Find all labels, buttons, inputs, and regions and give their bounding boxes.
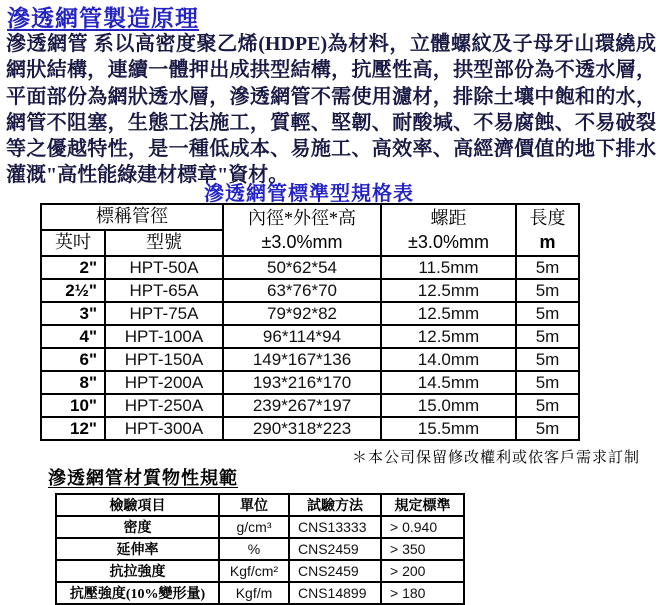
cell-model: HPT-50A xyxy=(105,256,223,279)
cell-unit: Kgf/m xyxy=(219,582,289,604)
cell-inch: 3" xyxy=(41,302,105,325)
spec-row xyxy=(41,279,579,302)
header-nominal-diameter: 標稱管徑 xyxy=(41,204,223,230)
cell-pitch: 12.5mm xyxy=(381,302,516,325)
cell-length: 5m xyxy=(516,348,579,371)
spec-row xyxy=(41,348,579,371)
cell-inch: 8" xyxy=(41,371,105,394)
material-table-header-row xyxy=(56,494,464,516)
cell-item: 密度 xyxy=(56,516,219,538)
material-row xyxy=(56,516,464,538)
header-test-item: 檢驗項目 xyxy=(56,494,219,516)
cell-method: CNS14899 xyxy=(289,582,381,604)
header-length-label: 長度 xyxy=(529,208,566,228)
header-pitch-tolerance: ±3.0%mm xyxy=(408,232,489,252)
spec-row xyxy=(41,325,579,348)
cell-model: HPT-75A xyxy=(105,302,223,325)
cell-dims: 239*267*197 xyxy=(223,394,381,417)
header-pitch xyxy=(381,204,516,256)
header-dims xyxy=(223,204,381,256)
cell-method: CNS2459 xyxy=(289,560,381,582)
header-unit: 單位 xyxy=(219,494,289,516)
cell-pitch: 12.5mm xyxy=(381,279,516,302)
header-pitch-label: 螺距 xyxy=(430,208,467,228)
cell-inch: 4" xyxy=(41,325,105,348)
cell-standard: > 0.940 xyxy=(381,516,464,538)
cell-dims: 50*62*54 xyxy=(223,256,381,279)
cell-dims: 290*318*223 xyxy=(223,417,381,440)
cell-method: CNS2459 xyxy=(289,538,381,560)
cell-pitch: 11.5mm xyxy=(381,256,516,279)
spec-row xyxy=(41,256,579,279)
header-test-method: 試驗方法 xyxy=(289,494,381,516)
cell-length: 5m xyxy=(516,325,579,348)
cell-length: 5m xyxy=(516,256,579,279)
cell-length: 5m xyxy=(516,302,579,325)
cell-dims: 63*76*70 xyxy=(223,279,381,302)
cell-model: HPT-150A xyxy=(105,348,223,371)
header-model: 型號 xyxy=(105,230,223,256)
material-row xyxy=(56,538,464,560)
header-standard: 規定標準 xyxy=(381,494,464,516)
cell-pitch: 15.0mm xyxy=(381,394,516,417)
header-dims-label: 內徑*外徑*高 xyxy=(248,208,356,228)
cell-pitch: 15.5mm xyxy=(381,417,516,440)
cell-inch: 6" xyxy=(41,348,105,371)
cell-dims: 149*167*136 xyxy=(223,348,381,371)
cell-item: 延伸率 xyxy=(56,538,219,560)
cell-model: HPT-100A xyxy=(105,325,223,348)
cell-dims: 96*114*94 xyxy=(223,325,381,348)
cell-model: HPT-300A xyxy=(105,417,223,440)
cell-length: 5m xyxy=(516,394,579,417)
material-table xyxy=(55,493,465,605)
cell-inch: 10" xyxy=(41,394,105,417)
cell-standard: > 350 xyxy=(381,538,464,560)
cell-dims: 79*92*82 xyxy=(223,302,381,325)
header-inch: 英吋 xyxy=(41,230,105,256)
header-length-unit: m xyxy=(539,232,556,252)
reservation-note: ＊本公司保留修改權利或依客戶需求訂制 xyxy=(351,450,640,466)
spec-row xyxy=(41,417,579,440)
spec-table-header-row-1 xyxy=(41,204,579,230)
spec-row xyxy=(41,302,579,325)
cell-method: CNS13333 xyxy=(289,516,381,538)
cell-item: 抗拉強度 xyxy=(56,560,219,582)
intro-paragraph: 滲透網管 系以高密度聚乙烯(HDPE)為材料，立體螺紋及子母牙山環繞成網狀結構，連續一體押出成拱型結構，抗壓性高，拱型部份為不透水層，平面部份為網狀透水層，滲透網管不需使用濾材，排除土壤中飽和的水，網管不阻塞，生態工法施工，質輕、堅韌、耐酸堿、不易腐蝕、不易破裂等之優越特性，是一種低成本、易施工、高效率、高經濟價值的地下排水灌溉"高性能綠建材標章"資材。 xyxy=(6,33,656,187)
cell-model: HPT-200A xyxy=(105,371,223,394)
cell-dims: 193*216*170 xyxy=(223,371,381,394)
cell-length: 5m xyxy=(516,417,579,440)
material-row xyxy=(56,582,464,604)
cell-pitch: 14.5mm xyxy=(381,371,516,394)
cell-model: HPT-250A xyxy=(105,394,223,417)
cell-unit: % xyxy=(219,538,289,560)
cell-pitch: 14.0mm xyxy=(381,348,516,371)
cell-length: 5m xyxy=(516,371,579,394)
spec-row xyxy=(41,371,579,394)
cell-item: 抗壓強度(10%變形量) xyxy=(56,582,219,604)
material-table-title: 滲透網管材質物性規範 xyxy=(48,468,238,488)
page-title: 滲透網管製造原理 xyxy=(7,6,199,31)
cell-pitch: 12.5mm xyxy=(381,325,516,348)
cell-unit: Kgf/cm² xyxy=(219,560,289,582)
material-row xyxy=(56,560,464,582)
cell-model: HPT-65A xyxy=(105,279,223,302)
cell-inch: 2" xyxy=(41,256,105,279)
cell-unit: g/cm³ xyxy=(219,516,289,538)
spec-row xyxy=(41,394,579,417)
cell-inch: 2½" xyxy=(41,279,105,302)
spec-table xyxy=(40,203,580,441)
cell-length: 5m xyxy=(516,279,579,302)
spec-table-title: 滲透網管標準型規格表 xyxy=(204,183,414,205)
header-dims-tolerance: ±3.0%mm xyxy=(261,232,343,252)
header-length xyxy=(516,204,579,256)
cell-inch: 12" xyxy=(41,417,105,440)
cell-standard: > 200 xyxy=(381,560,464,582)
cell-standard: > 180 xyxy=(381,582,464,604)
